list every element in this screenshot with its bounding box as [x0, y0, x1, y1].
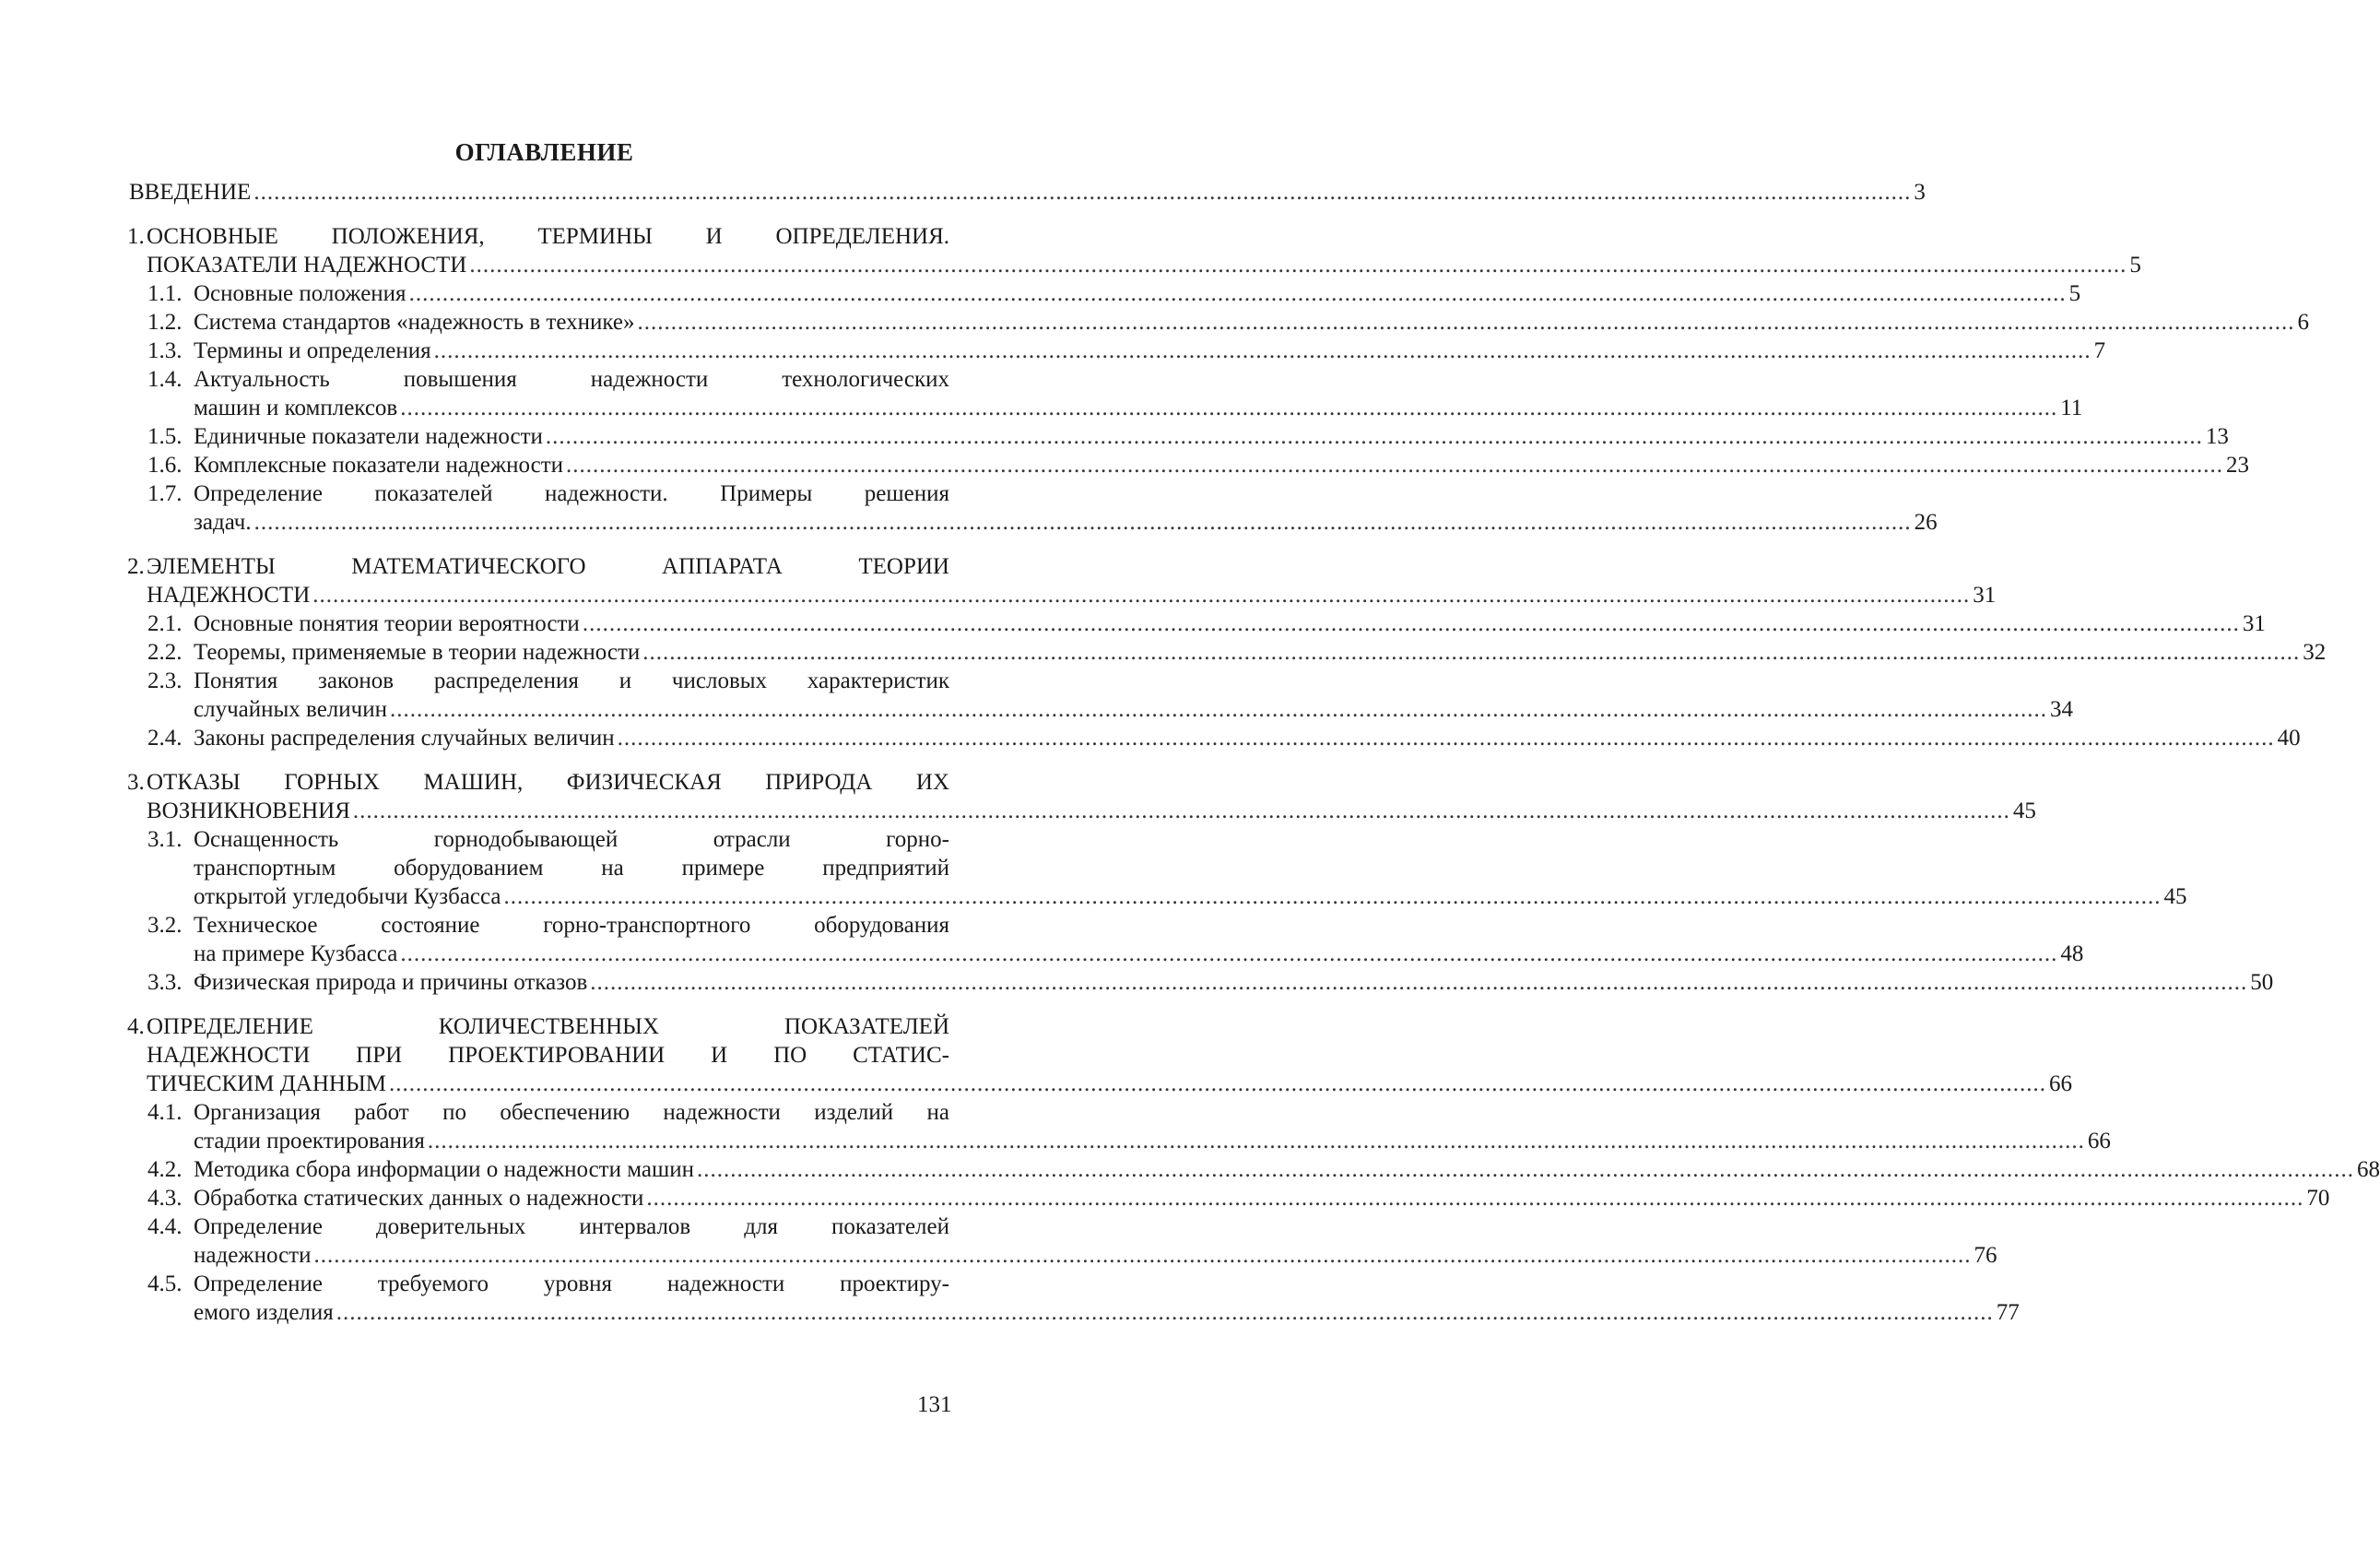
toc-page-number: 13 — [2205, 424, 2229, 449]
toc-section-number: 1.3. — [147, 338, 183, 363]
toc-section-3-2-line2 — [129, 940, 2084, 968]
toc-section-number: 4.5. — [147, 1271, 183, 1296]
toc-page-number: 32 — [2303, 640, 2327, 665]
leader-dots — [254, 508, 1912, 537]
toc-entry-text: Законы распределения случайных величин — [194, 726, 615, 751]
leader-dots — [389, 1070, 2046, 1098]
leader-dots — [637, 308, 2294, 337]
toc-page-number: 34 — [2050, 697, 2073, 722]
toc-entry-text: Техническое состояние горно-транспортного оборудования — [194, 913, 949, 938]
toc-entry-text: Единичные показатели надежности — [194, 424, 543, 449]
toc-page-number: 3 — [1914, 180, 1926, 205]
toc-section-number: 1.4. — [147, 367, 183, 392]
toc-section-number: 4.4. — [147, 1214, 183, 1239]
leader-dots — [697, 1155, 2354, 1184]
toc-page-number: 48 — [2060, 941, 2084, 966]
toc-chapter-4-line2 — [129, 1041, 949, 1070]
leader-dots — [312, 581, 1970, 609]
toc-page-number: 5 — [2129, 253, 2141, 278]
toc-page-number: 6 — [2297, 310, 2309, 335]
toc-entry-text: Теоремы, применяемые в теории надежности — [194, 640, 641, 665]
toc-entry-text: Термины и определения — [194, 338, 431, 363]
leader-dots — [642, 638, 2300, 667]
toc-page-number: 7 — [2093, 338, 2106, 363]
leader-dots — [353, 797, 2010, 825]
toc-entry-text: Физическая природа и причины отказов — [194, 970, 588, 995]
toc-entry-text: Определение требуемого уровня надежности проектиру- — [194, 1271, 949, 1296]
toc-section-number: 1.6. — [147, 453, 183, 478]
toc-entry-text: ОПРЕДЕЛЕНИЕ КОЛИЧЕСТВЕННЫХ ПОКАЗАТЕЛЕЙ — [147, 1014, 949, 1039]
toc-entry-text: стадии проектирования — [194, 1129, 425, 1153]
leader-dots — [618, 724, 2275, 752]
toc-section-number: 2.2. — [147, 640, 183, 665]
toc-section-1-3 — [129, 337, 2106, 365]
toc-page-number: 77 — [1996, 1300, 2020, 1325]
page-title: ОГЛАВЛЕНИЕ — [454, 138, 634, 166]
toc-section-number: 4.3. — [147, 1186, 183, 1211]
leader-dots — [646, 1184, 2303, 1212]
toc-chapter-number: 1. — [127, 224, 145, 249]
toc-page-number: 40 — [2277, 726, 2301, 751]
toc-section-4-4-line1 — [129, 1212, 949, 1241]
toc-entry-text: Основные понятия теории вероятности — [194, 611, 580, 636]
toc-section-4-1-line2 — [129, 1127, 2111, 1155]
toc-entry-text: ОСНОВНЫЕ ПОЛОЖЕНИЯ, ТЕРМИНЫ И ОПРЕДЕЛЕНИЯ. — [147, 224, 949, 249]
toc-entry-text: емого изделия — [194, 1300, 334, 1325]
leader-dots — [336, 1298, 1994, 1327]
toc-page-number: 5 — [2068, 281, 2081, 306]
toc-section-number: 2.3. — [147, 668, 183, 693]
toc-section-3-3 — [129, 968, 2274, 997]
leader-dots — [434, 337, 2091, 365]
toc-entry-text: ВОЗНИКНОВЕНИЯ — [147, 798, 350, 823]
toc-entry-text: задач. — [194, 510, 252, 535]
toc-section-1-1 — [129, 279, 2081, 308]
toc-chapter-2-line1 — [129, 552, 949, 581]
toc-page-number: 45 — [2163, 884, 2187, 909]
toc-section-1-4-line2 — [129, 394, 2083, 422]
toc-section-number: 3.2. — [147, 913, 183, 938]
toc-entry-text: ЭЛЕМЕНТЫ МАТЕМАТИЧЕСКОГО АППАРАТА ТЕОРИИ — [147, 554, 949, 579]
toc-section-2-2 — [129, 638, 2327, 667]
toc-section-number: 4.1. — [147, 1100, 183, 1125]
leader-dots — [400, 940, 2057, 968]
toc-section-1-2 — [129, 308, 2309, 337]
toc-section-4-1-line1 — [129, 1098, 949, 1127]
toc-page-number: 31 — [1973, 583, 1997, 608]
toc-entry-text: на примере Кузбасса — [194, 941, 398, 966]
leader-dots — [504, 882, 2162, 911]
toc-section-2-3-line1 — [129, 667, 949, 695]
toc-entry-text: НАДЕЖНОСТИ ПРИ ПРОЕКТИРОВАНИИ И ПО СТАТИС- — [147, 1043, 949, 1068]
toc-chapter-number: 2. — [127, 554, 145, 579]
toc-entry-text: ТИЧЕСКИМ ДАННЫМ — [147, 1071, 386, 1096]
toc-chapter-4-line3 — [129, 1070, 2072, 1098]
toc-section-3-1-line1 — [129, 825, 949, 854]
toc-section-4-5-line1 — [129, 1270, 949, 1298]
toc-entry-text: Организация работ по обеспечению надежности изделий на — [194, 1100, 949, 1125]
toc-entry-text: открытой угледобычи Кузбасса — [194, 884, 501, 909]
toc-chapter-1-line2 — [129, 251, 2141, 279]
toc-section-number: 4.2. — [147, 1157, 183, 1182]
toc-entry-text: Понятия законов распределения и числовых характеристик — [194, 668, 949, 693]
toc-entry-text: Основные положения — [194, 281, 406, 306]
leader-dots — [253, 178, 1911, 207]
leader-dots — [313, 1241, 1971, 1270]
leader-dots — [390, 695, 2047, 724]
toc-section-1-6 — [129, 451, 2250, 479]
toc-page-number: 66 — [2048, 1071, 2072, 1096]
toc-entry-text: Определение показателей надежности. Примеры решения — [194, 481, 949, 506]
leader-dots — [409, 279, 2067, 308]
toc-entry-text: Обработка статических данных о надежности — [194, 1186, 644, 1211]
toc-section-number: 3.3. — [147, 970, 183, 995]
toc-section-number: 1.2. — [147, 310, 183, 335]
toc-section-3-1-line2 — [129, 854, 949, 882]
toc-entry-text: Комплексные показатели надежности — [194, 453, 564, 478]
toc-entry-text: Оснащенность горнодобывающей отрасли горно- — [194, 827, 949, 852]
toc-chapter-number: 4. — [127, 1014, 145, 1039]
toc-section-3-1-line3 — [129, 882, 2187, 911]
toc-entry-text: Методика сбора информации о надежности машин — [194, 1157, 694, 1182]
toc-chapter-3-line2 — [129, 797, 2036, 825]
toc-entry-intro — [129, 178, 1926, 207]
toc-page-number: 26 — [1914, 510, 1938, 535]
leader-dots — [400, 394, 2057, 422]
toc-section-2-3-line2 — [129, 695, 2073, 724]
toc-entry-text: НАДЕЖНОСТИ — [147, 583, 311, 608]
toc-section-number: 1.5. — [147, 424, 183, 449]
leader-dots — [546, 422, 2203, 451]
toc-section-number: 3.1. — [147, 827, 183, 852]
toc-page-number: 66 — [2087, 1129, 2111, 1153]
toc-page-number: 31 — [2242, 611, 2266, 636]
toc-page-number: 23 — [2226, 453, 2250, 478]
toc-page-number: 68 — [2356, 1157, 2380, 1182]
toc-section-4-3 — [129, 1184, 2330, 1212]
toc-entry-text: машин и комплексов — [194, 396, 398, 420]
toc-chapter-1-line1 — [129, 222, 949, 251]
toc-section-number: 2.1. — [147, 611, 183, 636]
toc-section-1-5 — [129, 422, 2229, 451]
toc-entry-text: транспортным оборудованием на примере предприятий — [194, 856, 949, 881]
toc-entry-text: Определение доверительных интервалов для показателей — [194, 1214, 949, 1239]
leader-dots — [583, 609, 2240, 638]
toc-section-1-7-line1 — [129, 479, 949, 508]
toc-page-number: 50 — [2250, 970, 2274, 995]
toc-page-number: 76 — [1974, 1243, 1997, 1268]
leader-dots — [590, 968, 2247, 997]
toc-entry-text: Система стандартов «надежность в технике» — [194, 310, 635, 335]
toc-section-number: 2.4. — [147, 726, 183, 751]
toc-chapter-4-line1 — [129, 1012, 949, 1041]
toc-section-1-4-line1 — [129, 365, 949, 394]
toc-section-number: 1.1. — [147, 281, 183, 306]
toc-entry-text: ОТКАЗЫ ГОРНЫХ МАШИН, ФИЗИЧЕСКАЯ ПРИРОДА ИХ — [147, 770, 949, 795]
toc-chapter-2-line2 — [129, 581, 1997, 609]
leader-dots — [469, 251, 2127, 279]
leader-dots — [566, 451, 2223, 479]
toc-section-4-2 — [129, 1155, 2380, 1184]
toc-section-1-7-line2 — [129, 508, 1938, 537]
toc-entry-text: Актуальность повышения надежности технологических — [194, 367, 949, 392]
toc-page-number: 70 — [2306, 1186, 2330, 1211]
toc-section-2-4 — [129, 724, 2301, 752]
toc-chapter-3-line1 — [129, 768, 949, 797]
toc-section-number: 1.7. — [147, 481, 183, 506]
leader-dots — [428, 1127, 2085, 1155]
toc-section-3-2-line1 — [129, 911, 949, 940]
toc-section-4-5-line2 — [129, 1298, 2020, 1327]
toc-entry-text: ВВЕДЕНИЕ — [129, 180, 252, 205]
toc-entry-text: случайных величин — [194, 697, 387, 722]
toc-section-4-4-line2 — [129, 1241, 1997, 1270]
page-number: 131 — [917, 1392, 952, 1417]
toc-page-number: 45 — [2012, 798, 2036, 823]
toc-entry-text: надежности — [194, 1243, 312, 1268]
toc-entry-text: ПОКАЗАТЕЛИ НАДЕЖНОСТИ — [147, 253, 467, 278]
toc-section-2-1 — [129, 609, 2266, 638]
toc-page-number: 11 — [2060, 396, 2083, 420]
toc-chapter-number: 3. — [127, 770, 145, 795]
table-of-contents — [127, 178, 2380, 1327]
